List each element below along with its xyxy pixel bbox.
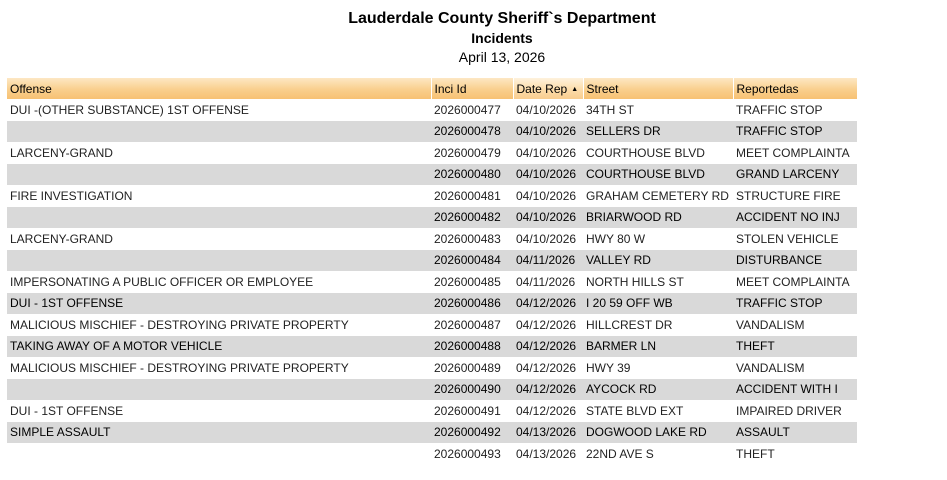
table-header-row: [7, 78, 857, 99]
cell-date-rep: 04/12/2026: [513, 336, 583, 358]
table-row: [7, 250, 857, 272]
cell-offense: MALICIOUS MISCHIEF - DESTROYING PRIVATE PROPERTY: [10, 317, 349, 332]
cell-street: 34TH ST: [586, 102, 635, 117]
table-row: [7, 443, 857, 465]
report-header: [0, 9, 947, 67]
report-title: Lauderdale County Sheriff`s Department: [348, 10, 656, 27]
cell-date-rep: 04/12/2026: [516, 317, 577, 332]
cell-street: I 20 59 OFF WB: [583, 293, 733, 315]
cell-reportedas: TRAFFIC STOP: [733, 121, 857, 143]
cell-reportedas: TRAFFIC STOP: [736, 102, 823, 117]
cell-offense: [7, 443, 431, 465]
column-header-date-rep[interactable]: [513, 78, 583, 99]
cell-inci-id: 2026000493: [434, 446, 501, 461]
table-row: [7, 164, 857, 186]
cell-street: STATE BLVD EXT: [586, 403, 684, 418]
column-header-reportedas[interactable]: [733, 78, 857, 99]
cell-offense: MALICIOUS MISCHIEF - DESTROYING PRIVATE PROPERTY: [10, 360, 349, 375]
table-row: [7, 142, 857, 164]
cell-inci-id: 2026000490: [431, 379, 513, 401]
cell-inci-id: 2026000477: [434, 102, 501, 117]
table-row: [7, 314, 857, 336]
cell-offense: TAKING AWAY OF A MOTOR VEHICLE: [7, 336, 431, 358]
table-row: [7, 422, 857, 444]
sort-ascending-icon: ▲: [571, 85, 579, 93]
table-row: [7, 121, 857, 143]
cell-offense: DUI -(OTHER SUBSTANCE) 1ST OFFENSE: [10, 102, 249, 117]
cell-inci-id: 2026000492: [431, 422, 513, 444]
cell-date-rep: 04/10/2026: [516, 102, 577, 117]
cell-offense: DUI - 1ST OFFENSE: [10, 403, 124, 418]
cell-offense: LARCENY-GRAND: [10, 231, 113, 246]
cell-inci-id: 2026000480: [431, 164, 513, 186]
cell-street: BRIARWOOD RD: [583, 207, 733, 229]
cell-reportedas: MEET COMPLAINTA: [736, 274, 850, 289]
cell-reportedas: STOLEN VEHICLE: [736, 231, 839, 246]
cell-reportedas: TRAFFIC STOP: [733, 293, 857, 315]
cell-reportedas: STRUCTURE FIRE: [736, 188, 841, 203]
table-row: [7, 228, 857, 250]
cell-street: COURTHOUSE BLVD: [583, 164, 733, 186]
cell-date-rep: 04/10/2026: [516, 231, 577, 246]
cell-date-rep: 04/13/2026: [513, 422, 583, 444]
cell-inci-id: 2026000485: [434, 274, 501, 289]
cell-street: HWY 39: [586, 360, 631, 375]
cell-offense: [7, 164, 431, 186]
column-header-inci-id[interactable]: [431, 78, 513, 99]
column-header-street[interactable]: [583, 78, 733, 99]
cell-inci-id: 2026000484: [431, 250, 513, 272]
cell-inci-id: 2026000481: [434, 188, 501, 203]
cell-reportedas: DISTURBANCE: [733, 250, 857, 272]
cell-date-rep: 04/11/2026: [516, 274, 576, 289]
cell-reportedas: ASSAULT: [733, 422, 857, 444]
table-row: [7, 185, 857, 207]
cell-street: COURTHOUSE BLVD: [586, 145, 705, 160]
table-row: [7, 207, 857, 229]
cell-inci-id: 2026000489: [434, 360, 501, 375]
cell-reportedas: MEET COMPLAINTA: [736, 145, 850, 160]
cell-reportedas: VANDALISM: [736, 317, 805, 332]
cell-street: HILLCREST DR: [586, 317, 673, 332]
cell-street: SELLERS DR: [583, 121, 733, 143]
cell-date-rep: 04/10/2026: [513, 164, 583, 186]
cell-offense: DUI - 1ST OFFENSE: [7, 293, 431, 315]
cell-date-rep: 04/10/2026: [513, 207, 583, 229]
cell-offense: SIMPLE ASSAULT: [7, 422, 431, 444]
cell-date-rep: 04/12/2026: [516, 360, 577, 375]
table-row: [7, 336, 857, 358]
table-row: [7, 357, 857, 379]
table-row: [7, 293, 857, 315]
cell-street: 22ND AVE S: [586, 446, 654, 461]
cell-offense: [7, 250, 431, 272]
cell-inci-id: 2026000487: [434, 317, 501, 332]
column-header-offense[interactable]: [7, 78, 431, 99]
cell-street: GRAHAM CEMETERY RD: [586, 188, 729, 203]
cell-inci-id: 2026000479: [434, 145, 501, 160]
column-header-label: Inci Id: [434, 81, 467, 96]
cell-date-rep: 04/10/2026: [513, 121, 583, 143]
cell-inci-id: 2026000491: [434, 403, 501, 418]
column-header-label: Reportedas: [736, 81, 799, 96]
cell-inci-id: 2026000483: [434, 231, 501, 246]
cell-date-rep: 04/12/2026: [513, 293, 583, 315]
cell-reportedas: VANDALISM: [736, 360, 805, 375]
table-row: [7, 400, 857, 422]
cell-offense: [7, 379, 431, 401]
cell-street: NORTH HILLS ST: [586, 274, 684, 289]
cell-reportedas: ACCIDENT NO INJ: [733, 207, 857, 229]
cell-date-rep: 04/13/2026: [516, 446, 577, 461]
cell-reportedas: THEFT: [736, 446, 775, 461]
column-header-label: Offense: [10, 81, 52, 96]
cell-reportedas: THEFT: [733, 336, 857, 358]
cell-date-rep: 04/10/2026: [516, 188, 577, 203]
cell-inci-id: 2026000488: [431, 336, 513, 358]
cell-date-rep: 04/12/2026: [513, 379, 583, 401]
cell-reportedas: ACCIDENT WITH I: [733, 379, 857, 401]
table-row: [7, 99, 857, 121]
cell-inci-id: 2026000478: [431, 121, 513, 143]
cell-offense: IMPERSONATING A PUBLIC OFFICER OR EMPLOYEE: [10, 274, 314, 289]
table-row: [7, 379, 857, 401]
cell-street: VALLEY RD: [583, 250, 733, 272]
column-header-label: Street: [586, 81, 619, 96]
cell-street: AYCOCK RD: [583, 379, 733, 401]
cell-offense: [7, 207, 431, 229]
cell-offense: FIRE INVESTIGATION: [10, 188, 133, 203]
report-subtitle: Incidents: [471, 30, 533, 46]
cell-reportedas: IMPAIRED DRIVER: [736, 403, 842, 418]
report-date: April 13, 2026: [458, 49, 546, 65]
cell-date-rep: 04/11/2026: [513, 250, 583, 272]
cell-offense: LARCENY-GRAND: [10, 145, 113, 160]
cell-inci-id: 2026000486: [431, 293, 513, 315]
table-row: [7, 271, 857, 293]
cell-date-rep: 04/10/2026: [516, 145, 577, 160]
cell-street: DOGWOOD LAKE RD: [583, 422, 733, 444]
cell-offense: [7, 121, 431, 143]
cell-reportedas: GRAND LARCENY: [733, 164, 857, 186]
incidents-table: [7, 78, 858, 465]
cell-date-rep: 04/12/2026: [516, 403, 577, 418]
cell-street: HWY 80 W: [586, 231, 646, 246]
cell-inci-id: 2026000482: [431, 207, 513, 229]
cell-street: BARMER LN: [583, 336, 733, 358]
column-header-label: Date Rep: [516, 81, 568, 96]
